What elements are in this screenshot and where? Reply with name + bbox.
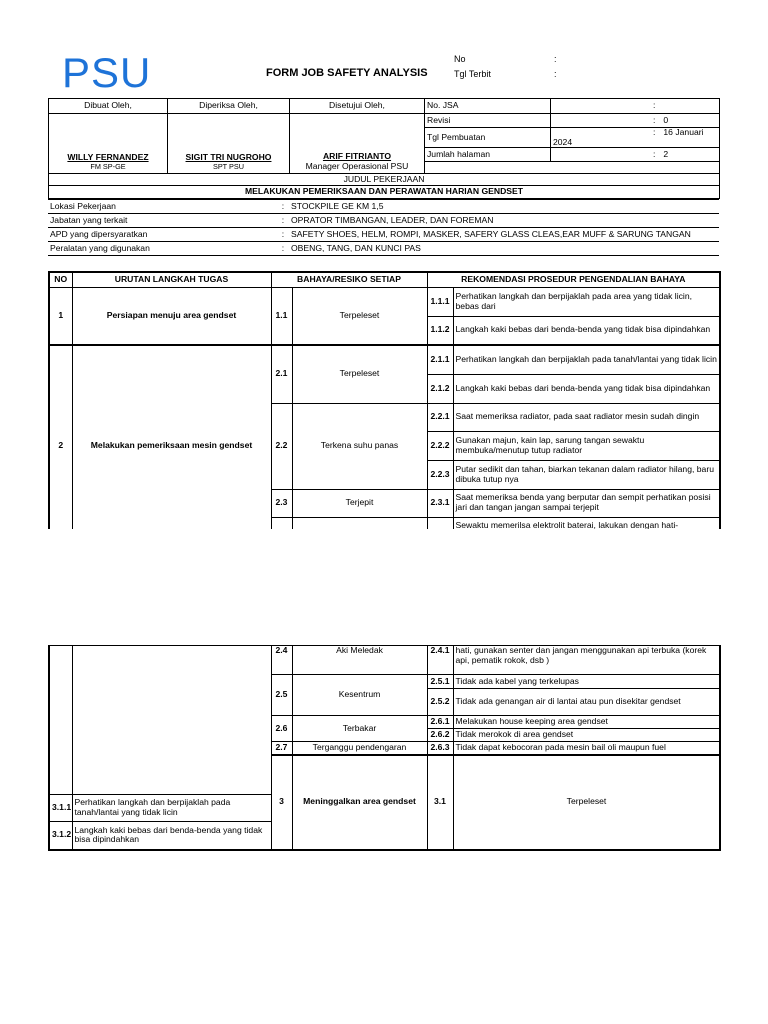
info-label: Lokasi Pekerjaan [48,200,277,214]
doc-info-blank [425,162,720,174]
rec-text: hati, gunakan senter dan jangan menggunakan api terbuka (korek api, pematik rokok, dsb ) [453,646,720,675]
rec-code: 2.5.1 [427,675,453,689]
info-label: Peralatan yang digunakan [48,242,277,256]
approval-header-approved: Disetujui Oleh, [290,99,425,114]
doc-info-label: Tgl Pembuatan [425,128,551,148]
jsa-table-page-1 [48,271,721,548]
info-label: Jabatan yang terkait [48,214,277,228]
rec-text: Tidak ada kabel yang terkelupas [453,675,720,689]
rec-code: 2.4.1 [427,646,453,675]
hazard-code: 2.6 [271,716,292,742]
approval-header-checked: Diperiksa Oleh, [168,99,290,114]
meta-label: Tgl Terbit [454,69,491,79]
info-value: SAFETY SHOES, HELM, ROMPI, MASKER, SAFERY GLASS CLEAS,EAR MUFF & SARUNG TANGAN [289,228,719,242]
rec-text: Gunakan majun, kain lap, sarung tangan sewaktu membuka/menutup tutup radiator [453,431,720,460]
step-task: Persiapan menuju area gendset [72,287,271,345]
info-row [48,242,719,256]
approver-name: ARIF FITRIANTO [322,151,392,161]
hazard-code: 2.2 [271,403,292,489]
rec-code: 2.2.3 [427,460,453,489]
rec-code: 2.6.3 [427,742,453,755]
rec-text: Sewaktu memerilsa elektrolit baterai, lakukan dengan hati- [453,517,720,547]
hazard-code: 1.1 [271,287,292,345]
hazard-code: 3.1 [427,755,453,850]
col-header-task: URUTAN LANGKAH TUGAS [72,272,271,287]
col-header-no: NO [49,272,72,287]
doc-info-label: No. JSA [425,99,551,114]
rec-code: 1.1.1 [427,287,453,316]
rec-code: 2.2.1 [427,403,453,431]
meta-no [454,54,557,64]
step-number: 2 [49,345,72,547]
rec-code: 2.1.1 [427,345,453,374]
rec-text: Perhatikan langkah dan berpijaklah pada tanah/lantai yang tidak licin [72,795,271,822]
meta-colon: : [554,54,557,64]
rec-text: Melakukan house keeping area gendset [453,716,720,729]
info-colon: : [277,214,289,228]
hazard-code: 2.5 [271,675,292,716]
info-value: OBENG, TANG, DAN KUNCI PAS [289,242,719,256]
rec-code: 2.6.1 [427,716,453,729]
info-colon: : [277,200,289,214]
meta-label: No [454,54,466,64]
hazard-code: 2.4 [271,646,292,675]
rec-code: 2.3.1 [427,489,453,517]
page-break [0,529,768,646]
meta-tgl-terbit [454,69,557,79]
doc-info-label: Jumlah halaman [425,148,551,162]
maker-signature [49,114,168,174]
rec-code: 1.1.2 [427,316,453,345]
hazard-text: Aki Meledak [292,646,427,675]
info-value: OPRATOR TIMBANGAN, LEADER, DAN FOREMAN [289,214,719,228]
psu-logo: PSU [62,49,152,96]
rec-code: 2.2.2 [427,431,453,460]
form-title: FORM JOB SAFETY ANALYSIS [266,67,428,79]
rec-code: 2.1.2 [427,374,453,403]
info-row [48,228,719,242]
doc-info-value: : 2 [551,148,720,162]
step-task: Melakukan pemeriksaan mesin gendset [72,345,271,547]
rec-code: 3.1.2 [49,822,72,850]
hazard-code: 2.3 [271,489,292,517]
maker-role: FM SP-GE [90,162,126,172]
rec-code: 2.5.2 [427,689,453,716]
rec-text: Langkah kaki bebas dari benda-benda yang tidak bisa dipindahkan [453,316,720,345]
rec-text: Saat memeriksa radiator, pada saat radiator mesin sudah dingin [453,403,720,431]
hazard-code: 2.1 [271,345,292,403]
approval-header-made: Dibuat Oleh, [49,99,168,114]
doc-info-label: Revisi [425,114,551,128]
approval-table [48,98,720,199]
job-title: MELAKUKAN PEMERIKSAAN DAN PERAWATAN HARIAN GENDSET [49,186,720,199]
hazard-text: Kesentrum [292,675,427,716]
meta-colon: : [554,69,557,79]
doc-info-value: : [551,99,720,114]
rec-text: Langkah kaki bebas dari benda-benda yang tidak bisa dipindahkan [72,822,271,850]
rec-text: Tidak dapat kebocoran pada mesin bail oli maupun fuel [453,742,720,755]
col-header-recommendation: REKOMENDASI PROSEDUR PENGENDALIAN BAHAYA [427,272,720,287]
rec-text: Perhatikan langkah dan berpijaklah pada tanah/lantai yang tidak licin [453,345,720,374]
hazard-text: Terpeleset [453,755,720,850]
info-label: APD yang dipersyaratkan [48,228,277,242]
maker-name: WILLY FERNANDEZ [67,152,149,163]
info-row [48,214,719,228]
rec-text: Saat memeriksa benda yang berputar dan sempit perhatikan posisi jari dan tangan jangan sampai terjepit [453,489,720,517]
jsa-table-page-2 [48,645,721,851]
job-title-label: JUDUL PEKERJAAN [49,174,720,186]
col-header-hazard: BAHAYA/RESIKO SETIAP [271,272,427,287]
approver-signature [290,114,425,174]
info-row [48,200,719,214]
step-task [72,646,271,795]
approver-role: Manager Operasional PSU [305,160,409,171]
rec-text: Langkah kaki bebas dari benda-benda yang tidak bisa dipindahkan [453,374,720,403]
doc-info-value: : 0 [551,114,720,128]
rec-text: Perhatikan langkah dan berpijaklah pada area yang tidak licin, bebas dari [453,287,720,316]
rec-code: 3.1.1 [49,795,72,822]
step-number: 3 [271,755,292,850]
job-info-table [48,199,719,256]
rec-code: 2.6.2 [427,729,453,742]
hazard-text: Terganggu pendengaran [292,742,427,755]
rec-text: Tidak merokok di area gendset [453,729,720,742]
hazard-text: Terbakar [292,716,427,742]
checker-name: SIGIT TRI NUGROHO [185,152,272,163]
info-colon: : [277,228,289,242]
hazard-code: 2.7 [271,742,292,755]
checker-role: SPT PSU [212,162,245,172]
info-value: STOCKPILE GE KM 1,5 [289,200,719,214]
hazard-text: Terpeleset [292,345,427,403]
hazard-text: Terkena suhu panas [292,403,427,489]
hazard-text: Terpeleset [292,287,427,345]
checker-signature [168,114,290,174]
step-task: Meninggalkan area gendset [292,755,427,850]
info-colon: : [277,242,289,256]
step-number: 1 [49,287,72,345]
rec-text: Putar sedikit dan tahan, biarkan tekanan dalam radiator hilang, baru dibuka tutup nya [453,460,720,489]
doc-info-value: : 16 Januari 2024 [551,128,720,148]
hazard-text: Terjepit [292,489,427,517]
step-number [49,646,72,795]
rec-text: Tidak ada genangan air di lantai atau pun disekitar gendset [453,689,720,716]
